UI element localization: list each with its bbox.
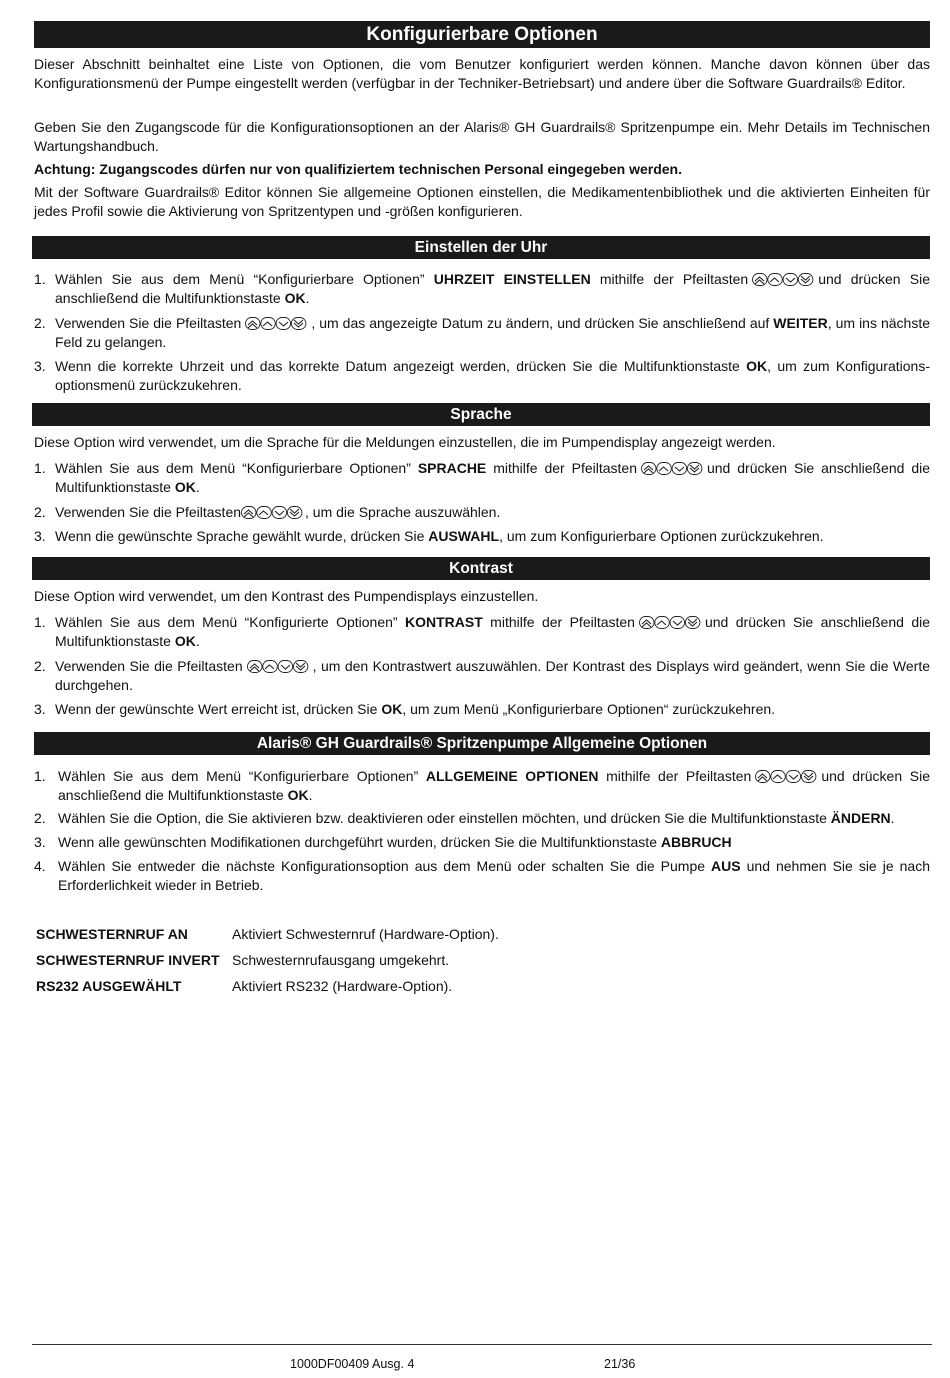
step-text: Wenn der gewünschte Wert erreicht ist, drücken Sie: [55, 701, 382, 717]
section-heading-language: Sprache: [32, 403, 930, 426]
step-number: 2.: [34, 658, 46, 674]
step-number: 3.: [34, 358, 46, 374]
option-description: Aktiviert RS232 (Hardware-Option).: [232, 978, 453, 994]
punctuation: .: [195, 479, 200, 495]
down-arrow-key-icon: [278, 661, 293, 673]
softkey-label: OK: [174, 479, 196, 495]
double-up-arrow-key-icon: [247, 661, 262, 673]
softkey-label: AUS: [711, 858, 741, 874]
step-text: Wählen Sie die Option, die Sie aktivieren bzw. deaktivieren oder einstellen möchten, und drücken Sie die Multifunktionstaste: [58, 810, 831, 826]
section-heading-clock: Einstellen der Uhr: [32, 236, 930, 259]
contrast-step-3: [34, 700, 930, 719]
language-intro: Diese Option wird verwendet, um die Sprache für die Meldungen einzustellen, die im Pumpendisplay angezeigt werden.: [34, 434, 776, 450]
arrow-keys-icon: [641, 462, 703, 475]
step-number: 2.: [34, 315, 46, 331]
up-arrow-key-icon: [657, 463, 672, 475]
option-description: Schwesternrufausgang umgekehrt.: [232, 952, 450, 968]
softkey-label: AUSWAHL: [428, 528, 500, 544]
down-arrow-key-icon: [670, 617, 685, 629]
intro-paragraph-2: Geben Sie den Zugangscode für die Konfigurationsoptionen an der Alaris® GH Guardrails® Spritzenpumpe ein. Mehr Details im Technischen Wartungshandbuch.: [34, 119, 930, 154]
punctuation: .: [890, 810, 895, 826]
double-down-arrow-key-icon: [799, 274, 814, 286]
punctuation: .: [305, 290, 310, 306]
down-arrow-key-icon: [276, 318, 291, 330]
menu-item-label: KONTRAST: [404, 614, 483, 630]
language-step-2: [34, 503, 930, 522]
up-arrow-key-icon: [655, 617, 670, 629]
arrow-keys-icon: [639, 616, 701, 629]
general-step-1: [34, 767, 930, 805]
step-number: 3.: [34, 834, 46, 850]
double-up-arrow-key-icon: [641, 463, 656, 475]
step-text: Wählen Sie aus dem Menü “Konfigurierbare Optionen”: [58, 768, 426, 784]
step-text: Verwenden Sie die Pfeiltasten: [55, 504, 242, 520]
arrow-keys-icon: [752, 273, 814, 286]
arrow-keys-icon: [245, 317, 307, 330]
intro-paragraph-1: Dieser Abschnitt beinhaltet eine Liste von Optionen, die vom Benutzer konfiguriert werden können. Manche davon können über das Konfigurationsmenü der Pumpe eingestellt werden (verfügbar in der Techniker-Betriebsart) und andere über die Software Guardrails® Editor.: [34, 56, 930, 91]
step-text: und drücken Sie anschließend die Multifunktionstaste: [55, 460, 930, 495]
step-text: , um zum Konfigurations-optionsmenü zurückzukehren.: [55, 358, 930, 393]
page-number: 21/36: [604, 1357, 636, 1371]
step-text: Wählen Sie entweder die nächste Konfigurationsoption aus dem Menü oder schalten Sie die Pumpe: [58, 858, 712, 874]
step-text: und nehmen Sie sie je nach Erforderlichkeit wieder in Betrieb.: [58, 858, 930, 893]
step-number: 1.: [34, 614, 46, 630]
softkey-label: OK: [287, 787, 309, 803]
step-number: 1.: [34, 271, 46, 287]
softkey-label: OK: [746, 358, 768, 374]
general-step-2: [34, 809, 930, 828]
up-arrow-key-icon: [768, 274, 783, 286]
step-text: , um den Kontrastwert auszuwählen. Der Kontrast des Displays wird geändert, wenn Sie die Werte durchgehen.: [55, 658, 931, 693]
contrast-step-1: [34, 613, 930, 651]
clock-step-2: [34, 314, 930, 352]
language-step-3: [34, 527, 930, 546]
step-text: , um zum Menü „Konfigurierbare Optionen“ zurückzukehren.: [402, 701, 776, 717]
step-text: mithilfe der Pfeiltasten: [598, 768, 752, 784]
clock-step-3: [34, 357, 930, 395]
option-key: SCHWESTERNRUF INVERT: [36, 952, 220, 968]
step-text: und drücken Sie anschließend die Multifunktionstaste: [55, 614, 931, 649]
step-text: , um zum Konfigurierbare Optionen zurückzukehren.: [499, 528, 824, 544]
softkey-label: OK: [381, 701, 403, 717]
contrast-step-2: [34, 657, 930, 695]
double-up-arrow-key-icon: [246, 318, 261, 330]
general-step-3: [34, 833, 930, 852]
step-text: Wählen Sie aus dem Menü “Konfigurierte Optionen”: [55, 614, 405, 630]
up-arrow-key-icon: [257, 507, 272, 519]
step-text: Verwenden Sie die Pfeiltasten: [55, 658, 243, 674]
menu-item-label: ALLGEMEINE OPTIONEN: [425, 768, 599, 784]
step-number: 1.: [34, 768, 46, 784]
option-key: SCHWESTERNRUF AN: [36, 926, 188, 942]
softkey-label: WEITER: [773, 315, 828, 331]
softkey-label: ABBRUCH: [660, 834, 732, 850]
document-number: 1000DF00409 Ausg. 4: [290, 1357, 415, 1371]
softkey-label: OK: [284, 290, 306, 306]
step-text: Wählen Sie aus dem Menü “Konfigurierbare Optionen”: [55, 460, 418, 476]
step-text: mithilfe der Pfeiltasten: [482, 614, 635, 630]
step-text: Wenn die gewünschte Sprache gewählt wurde, drücken Sie: [55, 528, 429, 544]
section-heading-contrast: Kontrast: [32, 557, 930, 580]
double-up-arrow-key-icon: [756, 771, 771, 783]
step-text: , um die Sprache auszuwählen.: [305, 504, 501, 520]
warning-text: Achtung: Zugangscodes dürfen nur von qualifiziertem technischen Personal eingegeben werden.: [34, 161, 682, 177]
double-down-arrow-key-icon: [802, 771, 817, 783]
softkey-label: ÄNDERN: [830, 810, 891, 826]
punctuation: .: [308, 787, 313, 803]
double-down-arrow-key-icon: [287, 507, 302, 519]
step-number: 4.: [34, 858, 46, 874]
page-title: Konfigurierbare Optionen: [34, 21, 930, 48]
double-down-arrow-key-icon: [293, 661, 308, 673]
down-arrow-key-icon: [272, 507, 287, 519]
down-arrow-key-icon: [786, 771, 801, 783]
step-text: mithilfe der Pfeiltasten: [590, 271, 749, 287]
step-number: 2.: [34, 504, 46, 520]
up-arrow-key-icon: [262, 661, 277, 673]
step-text: Verwenden Sie die Pfeiltasten: [55, 315, 242, 331]
language-step-1: [34, 459, 930, 497]
step-text: , um ins nächste Feld zu gelangen.: [55, 315, 930, 350]
step-text: Wählen Sie aus dem Menü “Konfigurierbare Optionen”: [55, 271, 434, 287]
menu-item-label: UHRZEIT EINSTELLEN: [433, 271, 591, 287]
step-text: mithilfe der Pfeiltasten: [486, 460, 637, 476]
step-text: Wenn die korrekte Uhrzeit und das korrekte Datum angezeigt werden, drücken Sie die Multifunktionstaste: [55, 358, 747, 374]
down-arrow-key-icon: [783, 274, 798, 286]
arrow-keys-icon: [247, 660, 309, 673]
contrast-intro: Diese Option wird verwendet, um den Kontrast des Pumpendisplays einzustellen.: [34, 588, 539, 604]
up-arrow-key-icon: [771, 771, 786, 783]
arrow-keys-icon: [755, 770, 817, 783]
step-number: 3.: [34, 701, 46, 717]
double-down-arrow-key-icon: [685, 617, 700, 629]
option-description: Aktiviert Schwesternruf (Hardware-Option).: [232, 926, 499, 942]
menu-item-label: SPRACHE: [417, 460, 487, 476]
general-step-4: [34, 857, 930, 895]
arrow-keys-icon: [241, 506, 303, 519]
step-text: und drücken Sie anschließend die Multifunktionstaste: [58, 768, 930, 803]
softkey-label: OK: [174, 633, 196, 649]
footer-divider: [32, 1344, 932, 1345]
double-up-arrow-key-icon: [242, 507, 257, 519]
double-up-arrow-key-icon: [639, 617, 654, 629]
step-text: Wenn alle gewünschten Modifikationen durchgeführt wurden, drücken Sie die Multifunktionstaste: [58, 834, 661, 850]
up-arrow-key-icon: [261, 318, 276, 330]
step-number: 3.: [34, 528, 46, 544]
clock-step-1: [34, 270, 930, 308]
step-text: , um das angezeigte Datum zu ändern, und drücken Sie anschließend auf: [311, 315, 774, 331]
down-arrow-key-icon: [672, 463, 687, 475]
punctuation: .: [195, 633, 200, 649]
double-up-arrow-key-icon: [753, 274, 768, 286]
option-key: RS232 AUSGEWÄHLT: [36, 978, 182, 994]
step-number: 1.: [34, 460, 46, 476]
section-heading-general-options: Alaris® GH Guardrails® Spritzenpumpe Allgemeine Optionen: [34, 732, 930, 755]
double-down-arrow-key-icon: [687, 463, 702, 475]
step-number: 2.: [34, 810, 46, 826]
intro-paragraph-4: Mit der Software Guardrails® Editor können Sie allgemeine Optionen einstellen, die Medikamentenbibliothek und die aktivierten Einheiten für jedes Profil sowie die Aktivierung von Spritzentypen und -größen konfigurieren.: [34, 184, 930, 219]
step-text: und drücken Sie anschließend die Multifunktionstaste: [55, 271, 930, 306]
double-down-arrow-key-icon: [292, 318, 307, 330]
